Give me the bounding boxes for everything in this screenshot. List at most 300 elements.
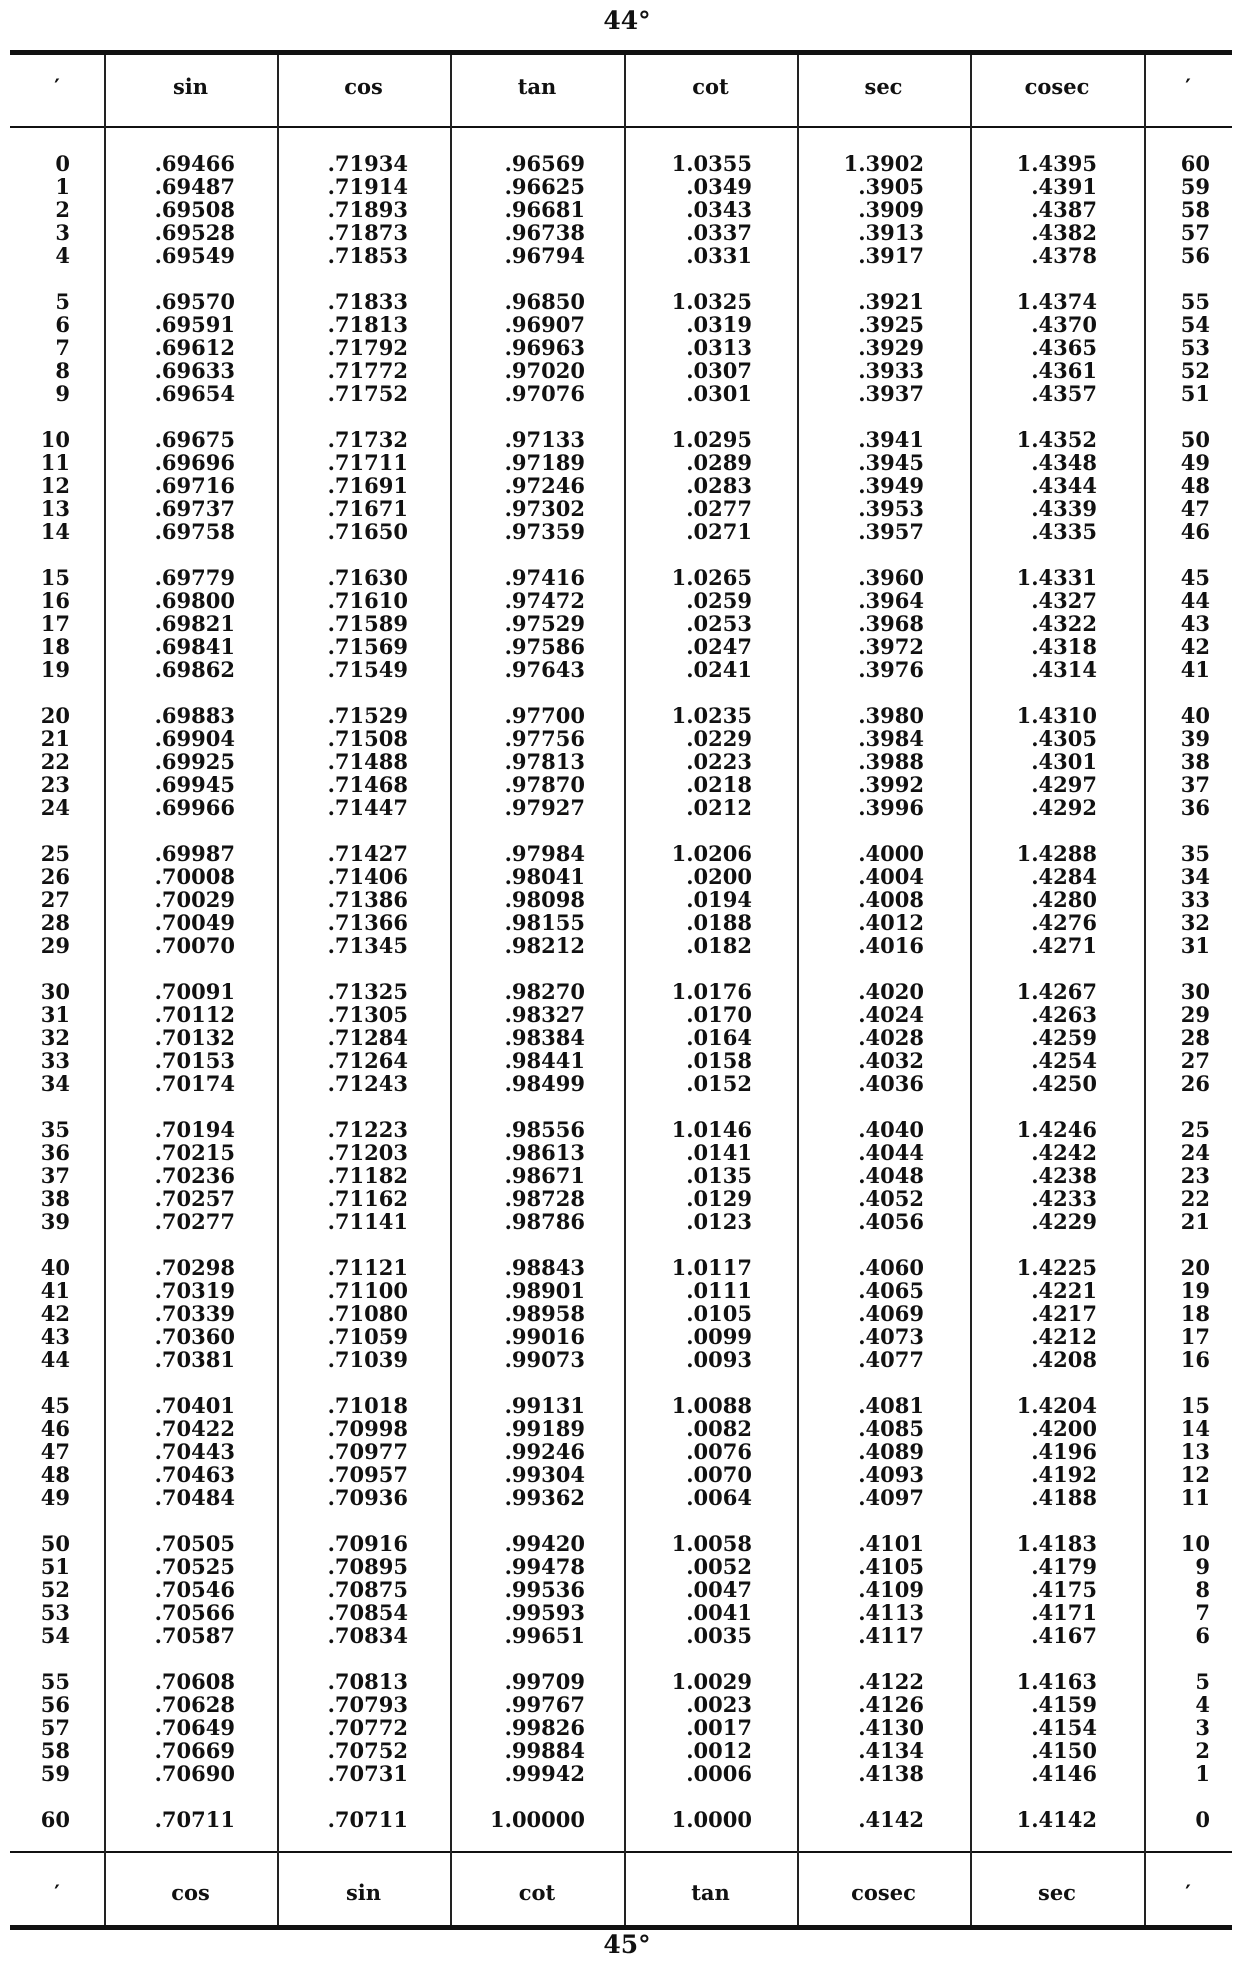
- cell-sec: .3949: [858, 473, 924, 498]
- cell-sec: .4016: [858, 933, 924, 958]
- cell-sec: .4126: [858, 1692, 924, 1717]
- cell-minute: 47: [40, 1439, 70, 1464]
- cell-minute: 51: [40, 1554, 70, 1579]
- cell-tan: .98041: [504, 864, 585, 889]
- cell-sec: .4012: [858, 910, 924, 935]
- cell-sin: .70711: [154, 1807, 235, 1832]
- cell-sec: .3968: [858, 611, 924, 636]
- header-cosec: cosec: [1024, 74, 1090, 99]
- cell-cos: .71080: [327, 1301, 408, 1326]
- cell-minute: 3: [55, 220, 70, 245]
- cell-tan: .98958: [504, 1301, 585, 1326]
- cell-cosec: 1.4204: [1016, 1393, 1097, 1418]
- cell-tan: .98098: [504, 887, 585, 912]
- cell-cos: .70977: [327, 1439, 408, 1464]
- cell-cosec: .4208: [1031, 1347, 1097, 1372]
- cell-minute: 28: [40, 910, 70, 935]
- cell-sec: .4040: [858, 1117, 924, 1142]
- cell-sin: .70194: [154, 1117, 235, 1142]
- cell-tan: .98786: [504, 1209, 585, 1234]
- cell-minute-right: 28: [1180, 1025, 1210, 1050]
- cell-minute: 50: [40, 1531, 70, 1556]
- cell-sec: .4077: [858, 1347, 924, 1372]
- cell-cot: .0218: [686, 772, 752, 797]
- cell-cos: .71914: [327, 174, 408, 199]
- cell-sin: .70463: [154, 1462, 235, 1487]
- cell-sin: .70339: [154, 1301, 235, 1326]
- cell-sin: .70174: [154, 1071, 235, 1096]
- cell-sin: .69925: [154, 749, 235, 774]
- cell-tan: .98499: [504, 1071, 585, 1096]
- cell-minute: 2: [55, 197, 70, 222]
- cell-minute-right: 53: [1180, 335, 1210, 360]
- cell-minute: 57: [40, 1715, 70, 1740]
- cell-cos: .71182: [327, 1163, 408, 1188]
- cell-sec: .4044: [858, 1140, 924, 1165]
- cell-minute-right: 32: [1180, 910, 1210, 935]
- cell-minute-right: 51: [1180, 381, 1210, 406]
- top-rule: [10, 50, 1232, 55]
- cell-cosec: 1.4142: [1016, 1807, 1097, 1832]
- cell-cosec: .4154: [1031, 1715, 1097, 1740]
- cell-minute-right: 21: [1180, 1209, 1210, 1234]
- cell-cot: .0017: [686, 1715, 752, 1740]
- cell-minute: 21: [40, 726, 70, 751]
- cell-cot: .0141: [686, 1140, 752, 1165]
- cell-cos: .71039: [327, 1347, 408, 1372]
- cell-cos: .71121: [327, 1255, 408, 1280]
- cell-cosec: .4259: [1031, 1025, 1097, 1050]
- cell-sin: .69487: [154, 174, 235, 199]
- cell-sin: .69966: [154, 795, 235, 820]
- cell-cot: .0129: [686, 1186, 752, 1211]
- footer-cos: sin: [345, 1880, 382, 1905]
- cell-cos: .71018: [327, 1393, 408, 1418]
- cell-cot: .0164: [686, 1025, 752, 1050]
- cell-sin: .69841: [154, 634, 235, 659]
- cell-cot: 1.0000: [671, 1807, 752, 1832]
- cell-minute-right: 6: [1195, 1623, 1210, 1648]
- cell-cosec: .4335: [1031, 519, 1097, 544]
- cell-sec: .3988: [858, 749, 924, 774]
- cell-sin: .69758: [154, 519, 235, 544]
- cell-sec: .4008: [858, 887, 924, 912]
- cell-sin: .70360: [154, 1324, 235, 1349]
- cell-cos: .71813: [327, 312, 408, 337]
- cell-cos: .71772: [327, 358, 408, 383]
- cell-tan: .99073: [504, 1347, 585, 1372]
- cell-sec: .4052: [858, 1186, 924, 1211]
- cell-sec: .3917: [858, 243, 924, 268]
- cell-cos: .71853: [327, 243, 408, 268]
- cell-minute: 45: [40, 1393, 70, 1418]
- cell-minute: 17: [40, 611, 70, 636]
- cell-cot: .0313: [686, 335, 752, 360]
- cell-minute: 58: [40, 1738, 70, 1763]
- footer-cosec: sec: [1038, 1880, 1076, 1905]
- cell-minute-right: 33: [1180, 887, 1210, 912]
- cell-cosec: .4382: [1031, 220, 1097, 245]
- cell-sin: .70236: [154, 1163, 235, 1188]
- cell-sec: .4097: [858, 1485, 924, 1510]
- cell-sec: .3980: [858, 703, 924, 728]
- cell-tan: .97189: [504, 450, 585, 475]
- cell-tan: .98441: [504, 1048, 585, 1073]
- cell-cot: .0259: [686, 588, 752, 613]
- cell-cot: .0212: [686, 795, 752, 820]
- cell-minute: 30: [40, 979, 70, 1004]
- cell-cos: .71488: [327, 749, 408, 774]
- cell-minute-right: 48: [1180, 473, 1210, 498]
- cell-tan: .98613: [504, 1140, 585, 1165]
- cell-minute: 25: [40, 841, 70, 866]
- cell-minute-right: 40: [1180, 703, 1210, 728]
- cell-cosec: .4217: [1031, 1301, 1097, 1326]
- cell-cosec: .4271: [1031, 933, 1097, 958]
- cell-cosec: .4339: [1031, 496, 1097, 521]
- cell-minute-right: 24: [1180, 1140, 1210, 1165]
- cell-cos: .71529: [327, 703, 408, 728]
- cell-cosec: .4297: [1031, 772, 1097, 797]
- cell-cot: .0253: [686, 611, 752, 636]
- cell-cot: .0093: [686, 1347, 752, 1372]
- header-sin: sin: [172, 74, 209, 99]
- cell-minute-right: 22: [1180, 1186, 1210, 1211]
- cell-sec: .4004: [858, 864, 924, 889]
- cell-tan: .99246: [504, 1439, 585, 1464]
- cell-cot: .0194: [686, 887, 752, 912]
- cell-sin: .69633: [154, 358, 235, 383]
- header-sec: sec: [864, 74, 903, 99]
- cell-minute-right: 29: [1180, 1002, 1210, 1027]
- cell-minute: 27: [40, 887, 70, 912]
- cell-cos: .70998: [327, 1416, 408, 1441]
- cell-tan: .99478: [504, 1554, 585, 1579]
- cell-minute: 59: [40, 1761, 70, 1786]
- cell-sec: .4138: [858, 1761, 924, 1786]
- cell-cot: .0041: [686, 1600, 752, 1625]
- cell-minute: 31: [40, 1002, 70, 1027]
- cell-tan: .99536: [504, 1577, 585, 1602]
- cell-cosec: .4188: [1031, 1485, 1097, 1510]
- cell-cosec: 1.4183: [1016, 1531, 1097, 1556]
- cell-cot: .0047: [686, 1577, 752, 1602]
- cell-cosec: .4322: [1031, 611, 1097, 636]
- cell-sin: .70008: [154, 864, 235, 889]
- cell-minute-right: 45: [1180, 565, 1210, 590]
- cell-tan: .98843: [504, 1255, 585, 1280]
- cell-cosec: .4250: [1031, 1071, 1097, 1096]
- cell-cot: 1.0206: [671, 841, 752, 866]
- cell-cos: .71873: [327, 220, 408, 245]
- cell-minute: 0: [55, 151, 70, 176]
- cell-minute: 43: [40, 1324, 70, 1349]
- cell-tan: .98728: [504, 1186, 585, 1211]
- cell-cot: 1.0295: [671, 427, 752, 452]
- cell-tan: .97984: [504, 841, 585, 866]
- cell-minute: 1: [55, 174, 70, 199]
- cell-cot: .0349: [686, 174, 752, 199]
- cell-cot: 1.0146: [671, 1117, 752, 1142]
- cell-minute-right: 1: [1195, 1761, 1210, 1786]
- cell-minute: 32: [40, 1025, 70, 1050]
- cell-minute: 49: [40, 1485, 70, 1510]
- cell-sin: .70070: [154, 933, 235, 958]
- cell-sin: .70298: [154, 1255, 235, 1280]
- cell-sin: .70215: [154, 1140, 235, 1165]
- cell-minute: 54: [40, 1623, 70, 1648]
- cell-minute-right: 60: [1180, 151, 1210, 176]
- cell-sin: .69779: [154, 565, 235, 590]
- cell-sin: .70484: [154, 1485, 235, 1510]
- cell-tan: .97416: [504, 565, 585, 590]
- cell-minute-right: 14: [1180, 1416, 1210, 1441]
- cell-minute: 29: [40, 933, 70, 958]
- cell-sin: .70546: [154, 1577, 235, 1602]
- cell-cot: .0152: [686, 1071, 752, 1096]
- cell-cot: .0241: [686, 657, 752, 682]
- cell-cot: .0307: [686, 358, 752, 383]
- cell-cot: .0064: [686, 1485, 752, 1510]
- cell-sec: .3913: [858, 220, 924, 245]
- cell-tan: .96738: [504, 220, 585, 245]
- cell-tan: .98212: [504, 933, 585, 958]
- cell-sec: .4024: [858, 1002, 924, 1027]
- footer-sin: cos: [171, 1880, 210, 1905]
- cell-minute-right: 36: [1180, 795, 1210, 820]
- cell-minute: 53: [40, 1600, 70, 1625]
- cell-minute: 16: [40, 588, 70, 613]
- cell-sec: .3909: [858, 197, 924, 222]
- cell-sec: .4142: [858, 1807, 924, 1832]
- cell-cosec: .4233: [1031, 1186, 1097, 1211]
- cell-tan: .97020: [504, 358, 585, 383]
- header-cot: cot: [692, 74, 729, 99]
- cell-cos: .70711: [327, 1807, 408, 1832]
- cell-cos: .71833: [327, 289, 408, 314]
- cell-cosec: .4200: [1031, 1416, 1097, 1441]
- cell-tan: .99709: [504, 1669, 585, 1694]
- cell-sec: .4073: [858, 1324, 924, 1349]
- cell-minute-right: 39: [1180, 726, 1210, 751]
- footer-minute-right: ′: [1185, 1880, 1191, 1905]
- cell-cot: .0070: [686, 1462, 752, 1487]
- cell-cos: .70875: [327, 1577, 408, 1602]
- cell-cos: .71141: [327, 1209, 408, 1234]
- cell-cos: .70793: [327, 1692, 408, 1717]
- cell-tan: .97359: [504, 519, 585, 544]
- cell-cosec: 1.4310: [1016, 703, 1097, 728]
- cell-sin: .70505: [154, 1531, 235, 1556]
- cell-cot: .0105: [686, 1301, 752, 1326]
- cell-cos: .71792: [327, 335, 408, 360]
- cell-cosec: .4175: [1031, 1577, 1097, 1602]
- cell-cos: .71468: [327, 772, 408, 797]
- cell-cos: .71059: [327, 1324, 408, 1349]
- cell-minute-right: 0: [1195, 1807, 1210, 1832]
- cell-cos: .71650: [327, 519, 408, 544]
- cell-cot: .0229: [686, 726, 752, 751]
- cell-minute: 40: [40, 1255, 70, 1280]
- cell-cosec: .4370: [1031, 312, 1097, 337]
- cell-cosec: .4305: [1031, 726, 1097, 751]
- cell-cos: .71893: [327, 197, 408, 222]
- cell-cot: .0158: [686, 1048, 752, 1073]
- cell-minute: 24: [40, 795, 70, 820]
- cell-sin: .69466: [154, 151, 235, 176]
- cell-sec: .3972: [858, 634, 924, 659]
- cell-tan: .99189: [504, 1416, 585, 1441]
- cell-sin: .69508: [154, 197, 235, 222]
- cell-cot: 1.0235: [671, 703, 752, 728]
- cell-cosec: .4361: [1031, 358, 1097, 383]
- header-minute: ′: [54, 74, 60, 99]
- cell-cos: .71569: [327, 634, 408, 659]
- cell-minute-right: 9: [1195, 1554, 1210, 1579]
- cell-sin: .70049: [154, 910, 235, 935]
- cell-minute-right: 7: [1195, 1600, 1210, 1625]
- cell-minute-right: 44: [1180, 588, 1210, 613]
- cell-minute-right: 37: [1180, 772, 1210, 797]
- cell-tan: .99304: [504, 1462, 585, 1487]
- cell-sec: .4048: [858, 1163, 924, 1188]
- cell-minute-right: 58: [1180, 197, 1210, 222]
- cell-cot: .0331: [686, 243, 752, 268]
- cell-sec: .3929: [858, 335, 924, 360]
- cell-minute-right: 50: [1180, 427, 1210, 452]
- cell-cot: .0135: [686, 1163, 752, 1188]
- cell-cosec: .4314: [1031, 657, 1097, 682]
- cell-cos: .71671: [327, 496, 408, 521]
- header-minute-right: ′: [1185, 74, 1191, 99]
- page-title-degree-top: 44°: [603, 6, 651, 35]
- cell-sin: .69737: [154, 496, 235, 521]
- cell-cosec: .4238: [1031, 1163, 1097, 1188]
- cell-tan: .99362: [504, 1485, 585, 1510]
- cell-sec: .4060: [858, 1255, 924, 1280]
- cell-sin: .69904: [154, 726, 235, 751]
- cell-cos: .71549: [327, 657, 408, 682]
- cell-minute-right: 35: [1180, 841, 1210, 866]
- cell-sec: .3984: [858, 726, 924, 751]
- cell-cosec: 1.4331: [1016, 565, 1097, 590]
- cell-minute-right: 5: [1195, 1669, 1210, 1694]
- cell-minute: 33: [40, 1048, 70, 1073]
- cell-minute-right: 42: [1180, 634, 1210, 659]
- cell-cosec: .4192: [1031, 1462, 1097, 1487]
- cell-sec: .4000: [858, 841, 924, 866]
- cell-sec: .4081: [858, 1393, 924, 1418]
- cell-minute: 12: [40, 473, 70, 498]
- cell-cos: .71386: [327, 887, 408, 912]
- cell-tan: .97302: [504, 496, 585, 521]
- cell-sec: .4085: [858, 1416, 924, 1441]
- cell-tan: .97472: [504, 588, 585, 613]
- cell-sin: .69528: [154, 220, 235, 245]
- cell-sin: .69862: [154, 657, 235, 682]
- cell-cot: 1.0088: [671, 1393, 752, 1418]
- cell-sec: .3996: [858, 795, 924, 820]
- cell-cosec: .4150: [1031, 1738, 1097, 1763]
- cell-sin: .70669: [154, 1738, 235, 1763]
- cell-sec: .3941: [858, 427, 924, 452]
- cell-minute: 13: [40, 496, 70, 521]
- cell-minute-right: 54: [1180, 312, 1210, 337]
- cell-cot: 1.0029: [671, 1669, 752, 1694]
- cell-cos: .71427: [327, 841, 408, 866]
- cell-tan: .98556: [504, 1117, 585, 1142]
- cell-sec: .4130: [858, 1715, 924, 1740]
- cell-minute: 38: [40, 1186, 70, 1211]
- cell-minute-right: 17: [1180, 1324, 1210, 1349]
- cell-cosec: .4387: [1031, 197, 1097, 222]
- cell-tan: .96794: [504, 243, 585, 268]
- cell-minute: 4: [55, 243, 70, 268]
- cell-sin: .70319: [154, 1278, 235, 1303]
- cell-sec: .3957: [858, 519, 924, 544]
- cell-sec: .4065: [858, 1278, 924, 1303]
- cell-cot: .0283: [686, 473, 752, 498]
- cell-tan: .96907: [504, 312, 585, 337]
- cell-cosec: .4254: [1031, 1048, 1097, 1073]
- cell-minute: 23: [40, 772, 70, 797]
- cell-cos: .71691: [327, 473, 408, 498]
- cell-sec: .3992: [858, 772, 924, 797]
- footer-minute: ′: [54, 1880, 60, 1905]
- cell-tan: .99420: [504, 1531, 585, 1556]
- cell-sin: .70132: [154, 1025, 235, 1050]
- cell-tan: .99016: [504, 1324, 585, 1349]
- cell-minute-right: 18: [1180, 1301, 1210, 1326]
- cell-cot: 1.0325: [671, 289, 752, 314]
- cell-cot: .0289: [686, 450, 752, 475]
- cell-cot: .0337: [686, 220, 752, 245]
- cell-cos: .70813: [327, 1669, 408, 1694]
- cell-cos: .70772: [327, 1715, 408, 1740]
- cell-sec: .3960: [858, 565, 924, 590]
- cell-sec: .4109: [858, 1577, 924, 1602]
- cell-minute-right: 11: [1180, 1485, 1210, 1510]
- cell-minute: 11: [40, 450, 70, 475]
- cell-minute: 48: [40, 1462, 70, 1487]
- cell-cos: .71243: [327, 1071, 408, 1096]
- cell-minute: 5: [55, 289, 70, 314]
- cell-cosec: 1.4352: [1016, 427, 1097, 452]
- cell-minute-right: 59: [1180, 174, 1210, 199]
- cell-cos: .71406: [327, 864, 408, 889]
- header-cos: cos: [344, 74, 383, 99]
- cell-tan: .96569: [504, 151, 585, 176]
- cell-cosec: 1.4246: [1016, 1117, 1097, 1142]
- cell-sin: .69654: [154, 381, 235, 406]
- cell-minute-right: 16: [1180, 1347, 1210, 1372]
- cell-sin: .70566: [154, 1600, 235, 1625]
- cell-cosec: .4357: [1031, 381, 1097, 406]
- cell-minute: 18: [40, 634, 70, 659]
- cell-cot: .0099: [686, 1324, 752, 1349]
- cell-cot: .0188: [686, 910, 752, 935]
- cell-tan: .97076: [504, 381, 585, 406]
- cell-tan: .97246: [504, 473, 585, 498]
- cell-cos: .70936: [327, 1485, 408, 1510]
- cell-cos: .71508: [327, 726, 408, 751]
- cell-cos: .71366: [327, 910, 408, 935]
- cell-sin: .69549: [154, 243, 235, 268]
- cell-cot: .0271: [686, 519, 752, 544]
- cell-cot: .0277: [686, 496, 752, 521]
- cell-minute: 34: [40, 1071, 70, 1096]
- cell-tan: .97813: [504, 749, 585, 774]
